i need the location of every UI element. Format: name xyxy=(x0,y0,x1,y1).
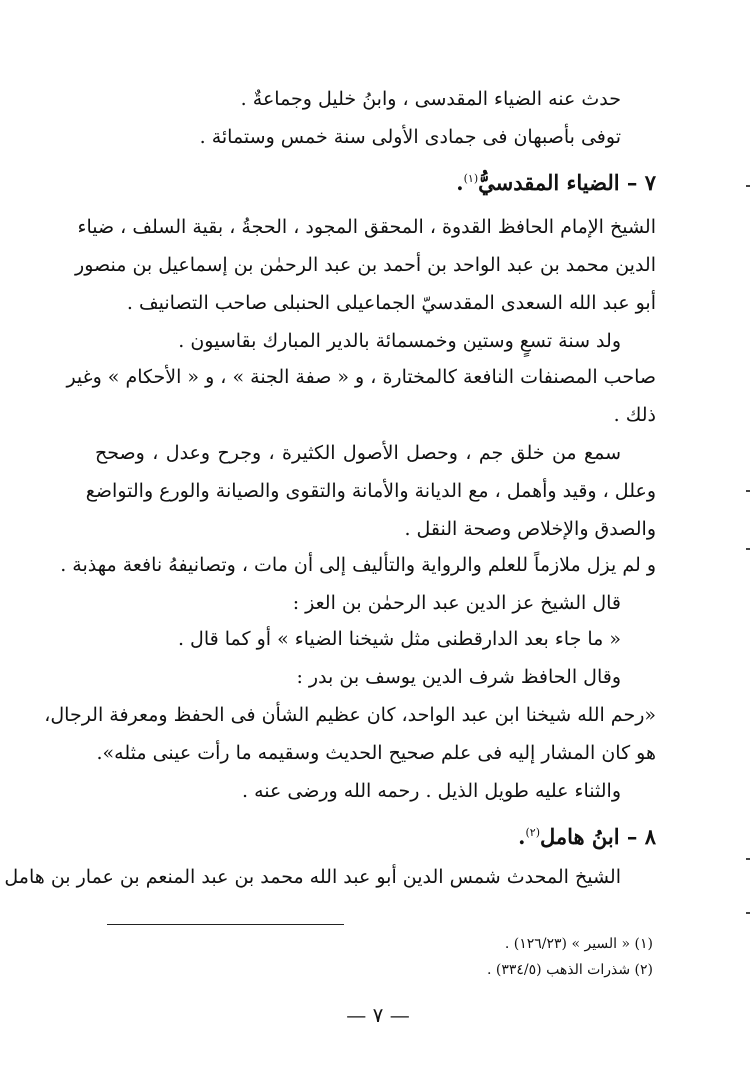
text-line: و لم يزل ملازماً للعلم والرواية والتأليف إلى أن مات ، وتصانيفهُ نافعة مهذبة . xyxy=(60,554,656,576)
text-line: الشيخ المحدث شمس الدين أبو عبد الله محمد بن عبد المنعم بن عمار بن هامل xyxy=(4,866,621,888)
text-line: قال الشيخ عز الدين عبد الرحمٰن بن العز : xyxy=(292,592,621,614)
text-line: والثناء عليه طويل الذيل . رحمه الله ورضى عنه . xyxy=(242,780,621,802)
entry-title: الضياء المقدسيُّ xyxy=(478,170,620,195)
entry-number: ٨ – xyxy=(626,824,656,849)
text-line: الشيخ الإمام الحافظ القدوة ، المحقق المجود ، الحجةُ ، بقية السلف ، ضياء xyxy=(77,216,656,238)
text-line: سمع من خلق جم ، وحصل الأصول الكثيرة ، وجرح وعدل ، وصحح xyxy=(95,442,621,464)
period: . xyxy=(456,170,464,195)
scan-mark xyxy=(746,858,750,860)
text-line: وقال الحافظ شرف الدين يوسف بن بدر : xyxy=(296,666,621,688)
period: . xyxy=(518,824,526,849)
text-line: والصدق والإخلاص وصحة النقل . xyxy=(404,518,656,540)
entry-heading-8 xyxy=(95,820,656,850)
footnote: (٢) شذرات الذهب (٣٣٤/٥) . xyxy=(487,962,653,978)
text-line: «رحم الله شيخنا ابن عبد الواحد، كان عظيم الشأن فى الحفظ ومعرفة الرجال، xyxy=(44,704,656,726)
text-line: هو كان المشار إليه فى علم صحيح الحديث وسقيمه ما رأت عينى مثله». xyxy=(96,742,656,764)
scan-mark xyxy=(746,490,750,492)
scan-mark xyxy=(746,185,750,187)
entry-number: ٧ – xyxy=(626,170,656,195)
footnote-ref: (١) xyxy=(463,172,479,185)
text-line: ولد سنة تسعٍ وستين وخمسمائة بالدير المبارك بقاسيون . xyxy=(178,330,621,352)
scan-mark xyxy=(746,912,750,914)
footnote-divider xyxy=(107,924,344,925)
text-line: توفى بأصبهان فى جمادى الأولى سنة خمس وستمائة . xyxy=(199,126,621,148)
text-line: صاحب المصنفات النافعة كالمختارة ، و « صفة الجنة » ، و « الأحكام » وغير xyxy=(66,366,656,388)
page-number: — ٧ — xyxy=(346,1003,410,1027)
text-line: الدين محمد بن عبد الواحد بن أحمد بن عبد الرحمٰن بن إسماعيل بن منصور xyxy=(75,254,656,276)
footnote: (١) « السير » (١٢٦/٢٣) . xyxy=(504,936,653,952)
scan-mark xyxy=(746,548,750,550)
text-line: حدث عنه الضياء المقدسى ، وابنُ خليل وجماعةٌ . xyxy=(240,88,621,110)
text-line: « ما جاء بعد الدارقطنى مثل شيخنا الضياء » أو كما قال . xyxy=(177,628,621,650)
entry-heading-7 xyxy=(95,166,656,196)
text-line: ذلك . xyxy=(613,404,656,426)
footnote-ref: (٢) xyxy=(525,826,540,839)
text-line: وعلل ، وقيد وأهمل ، مع الديانة والأمانة والتقوى والصيانة والورع والتواضع xyxy=(85,480,656,502)
text-line: أبو عبد الله السعدى المقدسيّ الجماعيلى الحنبلى صاحب التصانيف . xyxy=(126,292,656,314)
entry-title: ابنُ هامل xyxy=(539,824,620,849)
